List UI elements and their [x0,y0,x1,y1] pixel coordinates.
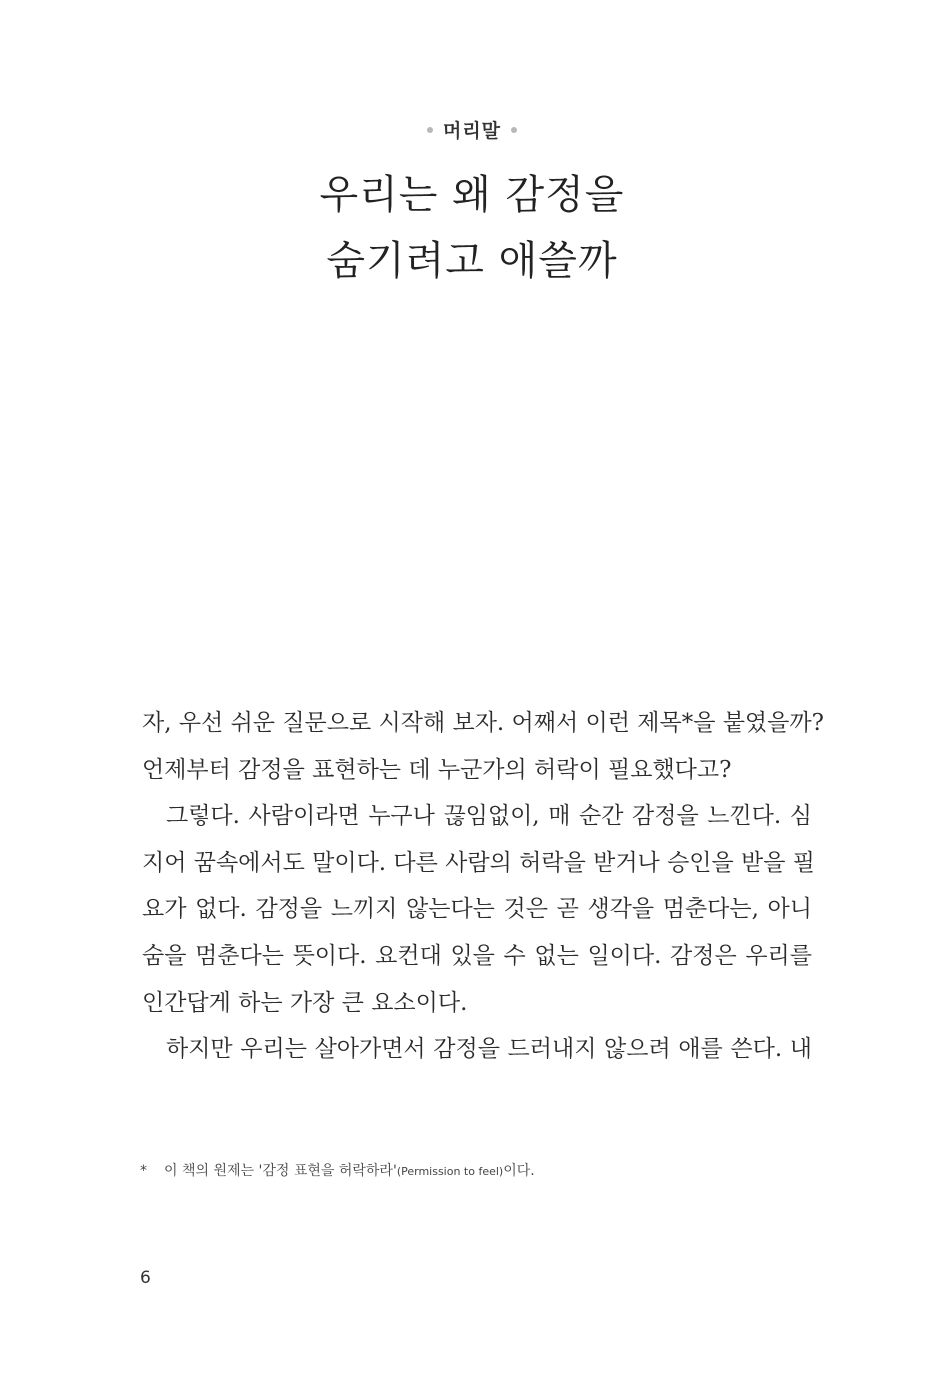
footnote-text-en: (Permission to feel) [396,1165,504,1178]
body-line: 그렇다. 사람이라면 누구나 끊임없이, 매 순간 감정을 느낀다. 심 [166,803,812,830]
body-line: 지어 꿈속에서도 말이다. 다른 사람의 허락을 받거나 승인을 받을 필 [142,849,815,876]
body-line: 요가 없다. 감정을 느끼지 않는다는 것은 곧 생각을 멈춘다는, 아니 [142,896,812,923]
footnote-text-end: 이다. [503,1163,535,1179]
body-line: 하지만 우리는 살아가면서 감정을 드러내지 않으려 애를 쓴다. 내 [166,1036,812,1063]
section-label-text: 머리말 [442,120,502,142]
page-number: 6 [140,1268,151,1288]
body-paragraphs [142,700,824,1073]
body-line: 숨을 멈춘다는 뜻이다. 요컨대 있을 수 없는 일이다. 감정은 우리를 [142,942,812,969]
body-line: 자, 우선 쉬운 질문으로 시작해 보자. 어째서 이런 제목*을 붙였을까? [142,710,824,736]
section-label [0,116,944,143]
footnote [140,1160,820,1180]
chapter-title-line-1: 우리는 왜 감정을 [319,172,625,218]
body-line: 인간답게 하는 가장 큰 요소이다. [142,989,468,1016]
footnote-mark: * [140,1163,147,1179]
body-line: 언제부터 감정을 표현하는 데 누군가의 허락이 필요했다고? [142,756,732,783]
footnote-text-ko: 이 책의 원제는 '감정 표현을 허락하라' [164,1163,397,1179]
chapter-title-line-2: 숨기려고 애쓸까 [326,238,618,284]
bullet-dot-icon [427,127,433,133]
bullet-dot-icon [511,127,517,133]
chapter-title [0,162,944,294]
